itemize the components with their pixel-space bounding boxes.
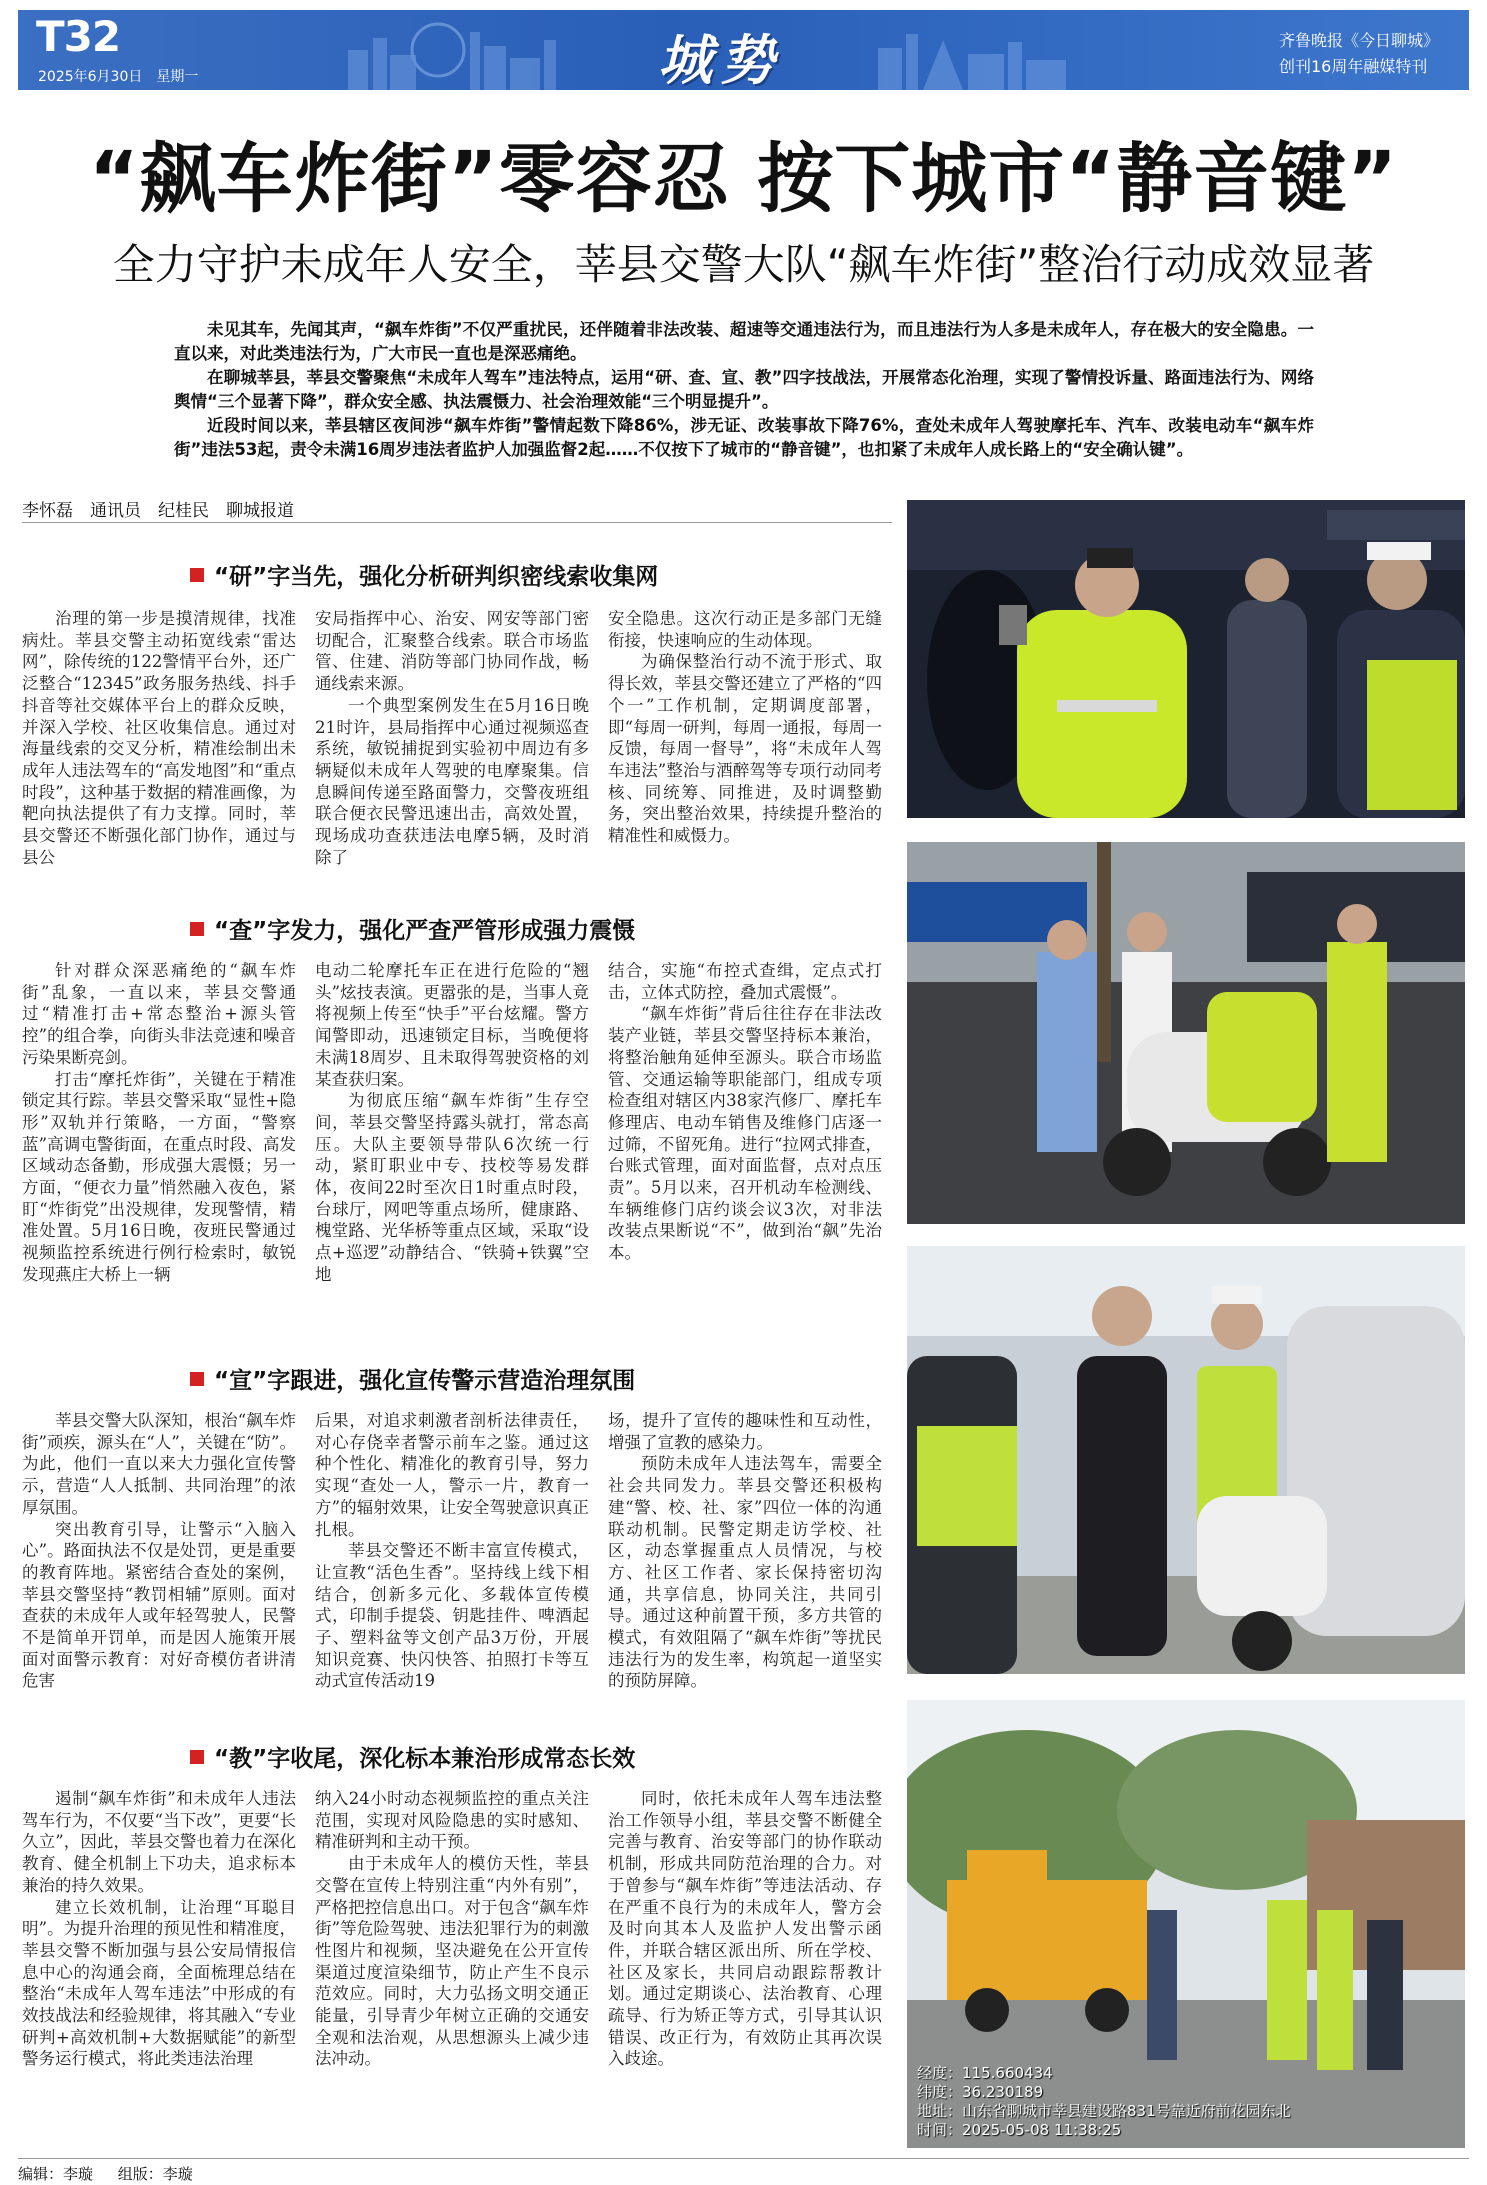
section-heading-text: “宣”字跟进，强化宣传警示营造治理氛围 <box>214 1368 636 1394</box>
section-body-publicity <box>22 1410 882 1722</box>
red-square-icon <box>190 1750 204 1764</box>
text-column <box>22 1410 296 1722</box>
paragraph: 电动二轮摩托车正在进行危险的“翘头”炫技表演。更嚣张的是，当事人竟将视频上传至“快手”平台炫耀。警方闻警即动，迅速锁定目标，当晚便将未满18周岁、且未取得驾驶资格的刘某查获归案。 <box>315 961 589 1089</box>
paragraph: 建立长效机制，让治理“耳聪目明”。为提升治理的预见性和精准度，莘县交警不断加强与县公安局情报信息中心的沟通会商，全面梳理总结在整治“未成年人驾车违法”中形成的有效技战法和经验规律，将其融入“专业研判+高效机制+大数据赋能”的新型警务运行模式，将此类违法治理 <box>22 1897 296 2069</box>
section-heading-inspect <box>190 912 635 945</box>
sub-headline: 全力守护未成年人安全，莘县交警大队“飙车炸街”整治行动成效显著 <box>112 240 1375 289</box>
paragraph: 突出教育引导，让警示“入脑入心”。路面执法不仅是处罚，更是重要的教育阵地。紧密结合查处的案例，莘县交警坚持“教罚相辅”原则。面对查获的未成年人或年轻驾驶人，民警不是简单开罚单，而是因人施策开展面对面警示教育：对好奇模仿者讲清危害 <box>22 1519 296 1691</box>
text-column <box>22 608 296 898</box>
paper-name: 齐鲁晚报《今日聊城》 <box>1278 31 1439 50</box>
text-column <box>608 608 882 898</box>
text-column <box>22 1788 296 2150</box>
red-square-icon <box>190 1372 204 1386</box>
editor-credit: 编辑：李璇 <box>18 2165 94 2183</box>
paragraph: 一个典型案例发生在5月16日晚21时许，县局指挥中心通过视频巡查系统，敏锐捕捉到实验初中周边有多辆疑似未成年人驾驶的电摩聚集。信息瞬间传递至路面警力，交警夜班组联合便衣民警迅速出击，高效处置，现场成功查获违法电摩5辆，及时消除了 <box>315 695 589 867</box>
lead-p2: 在聊城莘县，莘县交警聚焦“未成年人驾车”违法特点，运用“研、查、宣、教”四字技战法，开展常态化治理，实现了警情投诉量、路面违法行为、网络舆情“三个显著下降”，群众安全感、执法震慑力、社会治理效能“三个明显提升”。 <box>174 368 1314 411</box>
main-headline: “飙车炸街”零容忍 按下城市“静音键” <box>88 134 1399 223</box>
paragraph: 遏制“飙车炸街”和未成年人违法驾车行为，不仅要“当下改”，更要“长久立”，因此，莘县交警也着力在深化教育、健全机制上下功夫，追求标本兼治的持久效果。 <box>22 1789 296 1895</box>
text-column <box>608 960 882 1336</box>
paragraph: 场，提升了宣传的趣味性和互动性，增强了宣教的感染力。 <box>608 1411 882 1452</box>
night-police-photo-graphic <box>907 500 1465 818</box>
issue-date: 2025年6月30日 星期一 <box>38 69 199 85</box>
page-number: T32 <box>36 12 121 61</box>
paragraph: 由于未成年人的模仿天性，莘县交警在宣传上特别注重“内外有别”，严格把控信息出口。对于包含“飙车炸街”等危险驾驶、违法犯罪行为的刺激性图片和视频，坚决避免在公开宣传渠道过度渲染细节，防止产生不良示范效应。同时，大力弘扬文明交通正能量，引导青少年树立正确的交通安全观和法治观，从思想源头上减少违法冲动。 <box>315 1854 589 2069</box>
lead-p1: 未见其车，先闻其声，“飙车炸街”不仅严重扰民，还伴随着非法改装、超速等交通违法行为，而且违法行为人多是未成年人，存在极大的安全隐患。一直以来，对此类违法行为，广大市民一直也是深恶痛绝。 <box>174 320 1314 363</box>
layout-credit: 组版：李璇 <box>117 2165 193 2183</box>
page-footer <box>18 2158 1469 2184</box>
lead-paragraph <box>174 318 1314 462</box>
geotag-latitude: 纬度：36.230189 <box>917 2083 1044 2101</box>
paragraph: 莘县交警大队深知，根治“飙车炸街”顽疾，源头在“人”，关键在“防”。为此，他们一直以来大力强化宣传警示，营造“人人抵制、共同治理”的浓厚氛围。 <box>22 1411 296 1517</box>
paragraph: 结合，实施“布控式查缉，定点式打击，立体式防控，叠加式震慑”。 <box>608 961 882 1002</box>
lead-p3: 近段时间以来，莘县辖区夜间涉“飙车炸街”警情起数下降86%，涉无证、改装事故下降76%，查处未成年人驾驶摩托车、汽车、改装电动车“飙车炸街”违法53起，责令未满16周岁违法者监护人加强监督2起……不仅按下了城市的“静音键”，也扣紧了未成年人成长路上的“安全确认键”。 <box>174 416 1314 459</box>
photo-youth-scooter-stop <box>907 1246 1465 1674</box>
section-heading-publicity <box>190 1362 635 1395</box>
geotag-time: 时间：2025-05-08 11:38:25 <box>917 2121 1122 2139</box>
section-heading-text: “查”字发力，强化严查严管形成强力震慑 <box>214 918 636 944</box>
section-body-education <box>22 1788 882 2150</box>
geotag-address: 地址：山东省聊城市莘县建设路831号靠近府前花园东北 <box>917 2102 1291 2120</box>
paragraph: 为彻底压缩“飙车炸街”生存空间，莘县交警坚持露头就打，常态高压。大队主要领导带队6次统一行动，紧盯职业中专、技校等易发群体，夜间22时至次日1时重点时段，台球厅，网吧等重点场所，健康路、槐堂路、光华桥等重点区域，采取“设点+巡逻”动静结合、“铁骑+铁翼”空地 <box>315 1091 589 1284</box>
scooter-inspection-photo-graphic <box>907 842 1465 1224</box>
section-body-inspect <box>22 960 882 1336</box>
text-column <box>608 1788 882 2150</box>
section-heading-research <box>190 558 658 591</box>
paragraph: 纳入24小时动态视频监控的重点关注范围，实现对风险隐患的实时感知、精准研判和主动干预。 <box>315 1789 589 1852</box>
text-column <box>22 960 296 1336</box>
paragraph: 安全隐患。这次行动正是多部门无缝衔接，快速响应的生动体现。 <box>608 609 882 650</box>
paragraph: 为确保整治行动不流于形式、取得长效，莘县交警还建立了严格的“四个一”工作机制，定期调度部署，即“每周一研判，每周一通报，每周一反馈，每周一督导”，将“未成年人驾车违法”整治与酒醉驾等专项行动同考核、同统筹、同推进，及时调整勤务，突出整治效果，持续提升整治的精准性和威慑力。 <box>608 652 882 846</box>
red-square-icon <box>190 922 204 936</box>
paper-info <box>1279 28 1439 80</box>
section-heading-education <box>190 1740 635 1773</box>
paragraph: 安局指挥中心、治安、网安等部门密切配合，汇聚整合线索。联合市场监管、住建、消防等部门协同作战，畅通线索来源。 <box>315 609 589 694</box>
youth-scooter-photo-graphic <box>907 1246 1465 1674</box>
special-edition-note: 创刊16周年融媒特刊 <box>1278 57 1428 76</box>
text-column <box>315 1788 589 2150</box>
text-column <box>315 608 589 898</box>
paragraph: 针对群众深恶痛绝的“飙车炸街”乱象，一直以来，莘县交警通过“精准打击+常态整治+源头管控”的组合拳，向街头非法竞速和噪音污染果断亮剑。 <box>22 961 296 1067</box>
geotag-longitude: 经度：115.660434 <box>917 2064 1053 2082</box>
text-column <box>315 960 589 1336</box>
section-heading-text: “研”字当先，强化分析研判织密线索收集网 <box>214 564 659 590</box>
photo-geotag <box>917 2064 1291 2140</box>
paragraph: 治理的第一步是摸清规律，找准病灶。莘县交警主动拓宽线索“雷达网”，除传统的122警情平台外，还广泛整合“12345”政务服务热线、抖手抖音等社交媒体平台上的群众反映，并深入学校、社区收集信息。通过对海量线索的交叉分析，精准绘制出未成年人违法驾车的“高发地图”和“重点时段”，这种基于数据的精准画像，为靶向执法提供了有力支撑。同时，莘县交警还不断强化部门协作，通过与县公 <box>22 609 296 867</box>
text-column <box>315 1410 589 1722</box>
paragraph: 打击“摩托炸街”，关键在于精准锁定其行踪。莘县交警采取“显性+隐形”双轨并行策略，一方面，“警察蓝”高调屯警街面，在重点时段、高发区域动态备勤，形成强大震慑；另一方面，“便衣力量”悄然融入夜色，紧盯“炸街党”出没规律，发现警情，精准处置。5月16日晚，夜班民警通过视频监控系统进行例行检索时，敏锐发现燕庄大桥上一辆 <box>22 1069 296 1284</box>
section-heading-text: “教”字收尾，深化标本兼治形成常态长效 <box>214 1746 636 1772</box>
paragraph: 同时，依托未成年人驾车违法整治工作领导小组，莘县交警不断健全完善与教育、治安等部门的协作联动机制，形成共同防范治理的合力。对于曾参与“飙车炸街”等违法活动、存在严重不良行为的未成年人，警方会及时向其本人及监护人发出警示函件，并联合辖区派出所、所在学校、社区及家长，共同启动跟踪帮教计划。通过定期谈心、法治教育、心理疏导、行为矫正等方式，引导其认识错误、改正行为，有效防止其再次误入歧途。 <box>608 1789 882 2069</box>
red-square-icon <box>190 568 204 582</box>
section-body-research <box>22 608 882 898</box>
text-column <box>608 1410 882 1722</box>
masthead-banner <box>18 10 1469 90</box>
byline: 李怀磊 通讯员 纪桂民 聊城报道 <box>22 501 294 521</box>
section-title: 城势 <box>658 29 782 90</box>
photo-tow-truck <box>907 1700 1465 2148</box>
photo-night-phone-check <box>907 500 1465 818</box>
paragraph: 预防未成年人违法驾车，需要全社会共同发力。莘县交警还积极构建“警、校、社、家”四位一体的沟通联动机制。民警定期走访学校、社区，动态掌握重点人员情况，与校方、社区工作者、家长保持密切沟通，共享信息，协同关注，共同引导。通过这种前置干预，多方共管的模式，有效阻隔了“飙车炸街”等扰民违法行为的发生率，构筑起一道坚实的预防屏障。 <box>608 1454 882 1691</box>
paragraph: “飙车炸街”背后往往存在非法改装产业链，莘县交警坚持标本兼治，将整治触角延伸至源头。联合市场监管、交通运输等职能部门，组成专项检查组对辖区内38家汽修厂、摩托车修理店、电动车销售及维修门店逐一过筛，不留死角。进行“拉网式排查，台账式管理，面对面监督，点对点压责”。5月以来，召开机动车检测线、车辆维修门店约谈会议3次，对非法改装点果断说“不”，做到治“飙”先治本。 <box>608 1004 882 1263</box>
paragraph: 莘县交警还不断丰富宣传模式，让宣教“活色生香”。坚持线上线下相结合，创新多元化、多载体宣传模式，印制手提袋、钥匙挂件、啤酒起子、塑料盆等文创产品3万份，开展知识竞赛、快闪快答、拍照打卡等互动式宣传活动19 <box>315 1541 589 1691</box>
photo-scooter-inspection <box>907 842 1465 1224</box>
paragraph: 后果，对追求刺激者剖析法律责任，对心存侥幸者警示前车之鉴。通过这种个性化、精准化的教育引导，努力实现“查处一人，警示一片，教育一方”的辐射效果，让安全驾驶意识真正扎根。 <box>315 1411 589 1539</box>
byline-divider <box>22 522 892 523</box>
